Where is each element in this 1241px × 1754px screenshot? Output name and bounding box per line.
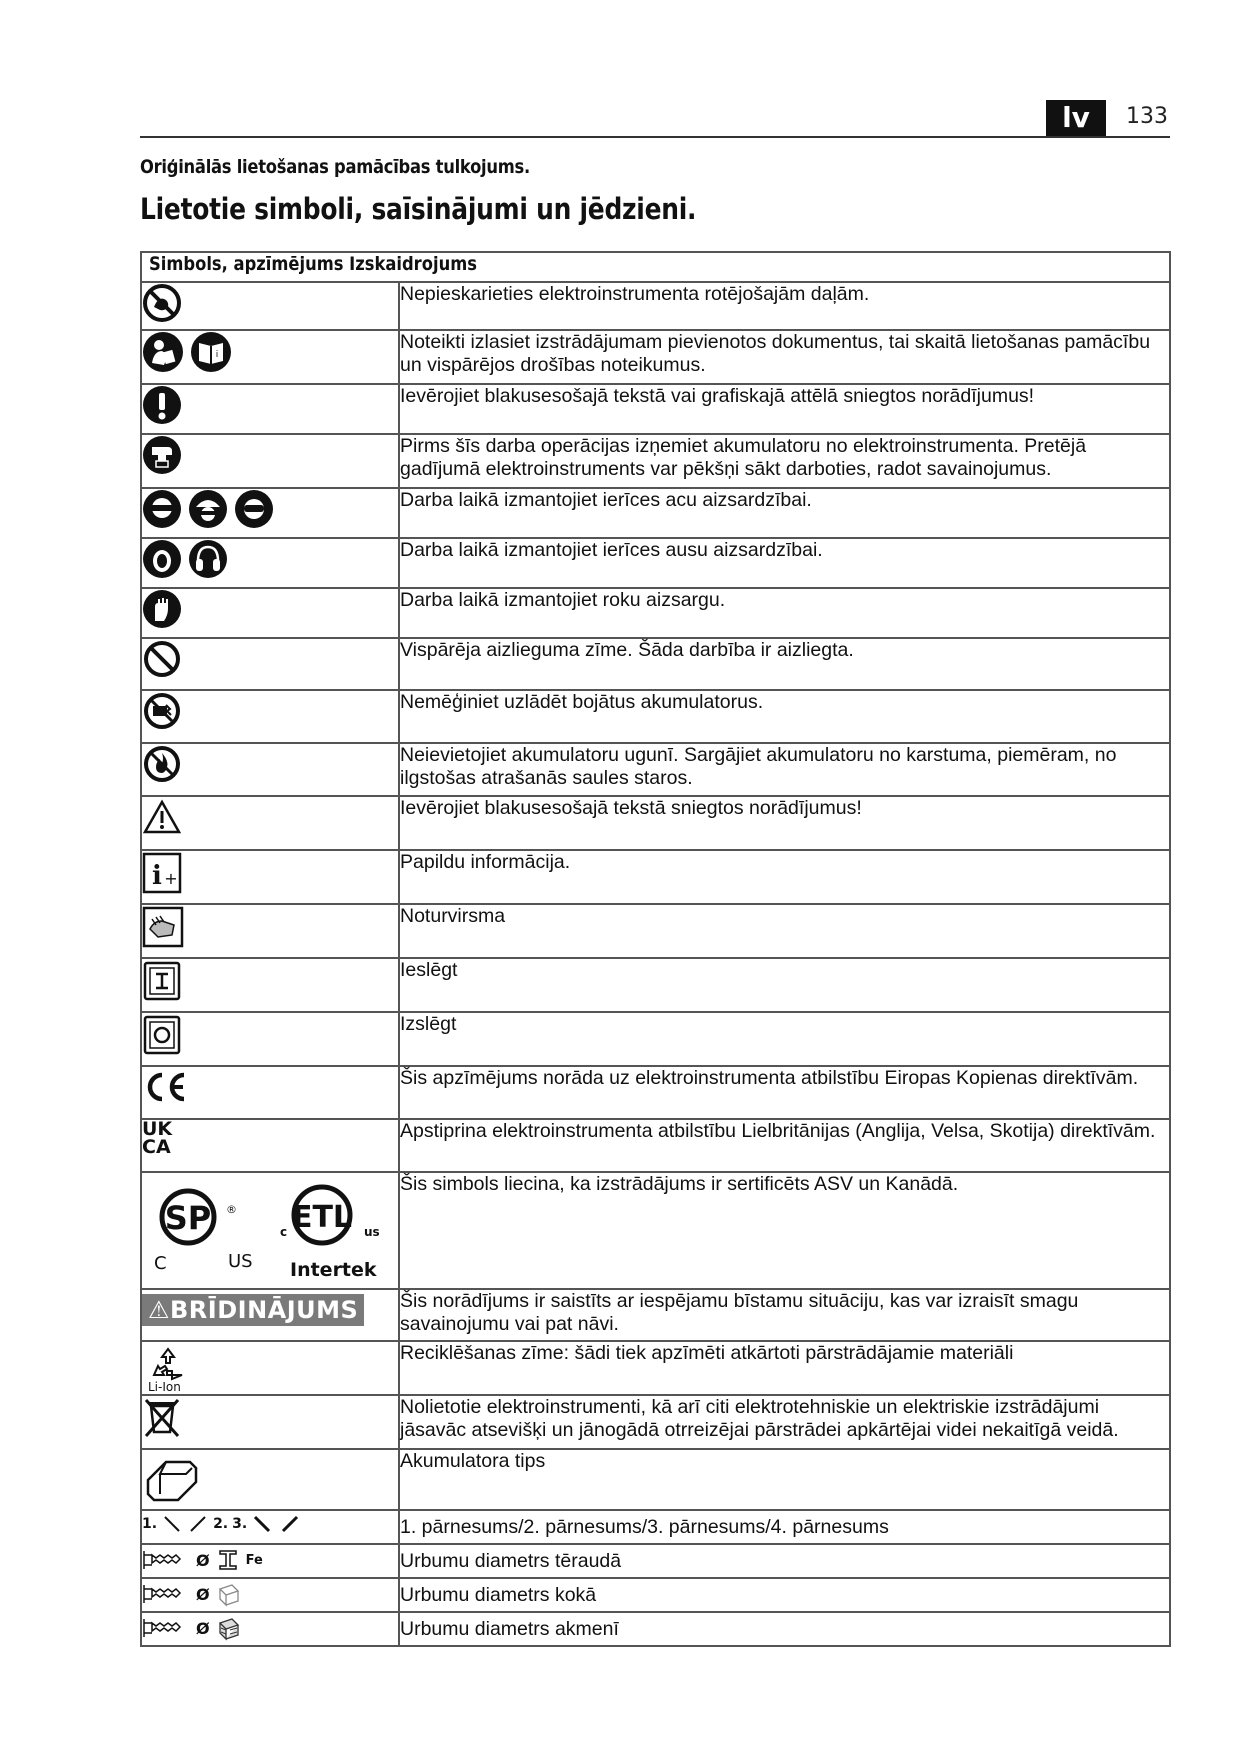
row-text: Neievietojiet akumulatoru ugunī. Sargājiet akumulatoru no karstuma, piemēram, no ilgstošas atrašanās saules staros. bbox=[399, 743, 1170, 796]
svg-text:®: ® bbox=[226, 1203, 237, 1216]
csa-us-label: US bbox=[228, 1251, 253, 1272]
row-text: Šis apzīmējums norāda uz elektroinstrumenta atbilstību Eiropas Kopienas direktīvām. bbox=[399, 1066, 1170, 1119]
remove-battery-icon bbox=[142, 435, 182, 475]
diameter-label: Ø bbox=[196, 1618, 210, 1638]
table-row bbox=[141, 1544, 1170, 1578]
table-row bbox=[141, 1012, 1170, 1066]
table-row bbox=[141, 1578, 1170, 1612]
diameter-label: Ø bbox=[196, 1584, 210, 1604]
row-text: Noteikti izlasiet izstrādājumam pievienotos dokumentus, tai skaitā lietošanas pamācību un vispārējos drošības noteikumus. bbox=[399, 330, 1170, 384]
row-text: Ieslēgt bbox=[399, 958, 1170, 1012]
table-row bbox=[141, 690, 1170, 743]
row-text: Akumulatora tips bbox=[399, 1449, 1170, 1510]
row-text: Apstiprina elektroinstrumenta atbilstību Lielbritānijas (Anglija, Velsa, Skotija) direktīvām. bbox=[399, 1119, 1170, 1172]
csa-mark-icon bbox=[150, 1183, 240, 1263]
warning-banner: ⚠BRĪDINĀJUMS bbox=[142, 1294, 364, 1326]
gear3-slope-icon bbox=[251, 1513, 273, 1535]
gear3-label: 3. bbox=[232, 1516, 248, 1532]
table-row bbox=[141, 958, 1170, 1012]
ukca-ca-text: CA bbox=[142, 1136, 171, 1158]
page-number: 133 bbox=[1126, 104, 1168, 129]
row-text: 1. pārnesums/2. pārnesums/3. pārnesums/4. pārnesums bbox=[399, 1510, 1170, 1544]
warning-triangle-icon bbox=[142, 797, 182, 837]
table-row bbox=[141, 796, 1170, 850]
row-text: Urbumu diametrs tēraudā bbox=[399, 1544, 1170, 1578]
etl-mark-icon bbox=[282, 1181, 362, 1251]
gear1-label: 1. bbox=[142, 1516, 158, 1532]
symbols-table bbox=[140, 251, 1171, 1647]
safety-helmet-icon bbox=[188, 489, 228, 529]
table-row bbox=[141, 850, 1170, 904]
row-text: Ievērojiet blakusesošajā tekstā sniegtos norādījumus! bbox=[399, 796, 1170, 850]
steel-beam-icon bbox=[216, 1547, 240, 1573]
table-row bbox=[141, 1612, 1170, 1646]
table-row bbox=[141, 904, 1170, 958]
gear4-slope-icon bbox=[277, 1513, 303, 1535]
table-row bbox=[141, 1395, 1170, 1449]
language-badge: lv bbox=[1046, 100, 1106, 136]
header-symbol: Simbols, apzīmējums bbox=[149, 253, 344, 275]
page-title: Lietotie simboli, saīsinājumi un jēdzieni. bbox=[140, 192, 697, 226]
row-text: Darba laikā izmantojiet ierīces ausu aizsardzībai. bbox=[399, 538, 1170, 588]
table-row bbox=[141, 538, 1170, 588]
csa-c-label: C bbox=[154, 1253, 167, 1274]
table-row bbox=[141, 1341, 1170, 1395]
gear2-slope-icon bbox=[187, 1513, 209, 1535]
drill-bit-icon bbox=[142, 1547, 190, 1573]
gear1-slope-icon bbox=[161, 1513, 183, 1535]
header-explanation: Izskaidrojums bbox=[349, 253, 477, 275]
intertek-label: Intertek bbox=[290, 1259, 377, 1281]
ear-protection-icon bbox=[142, 539, 182, 579]
table-row bbox=[141, 1289, 1170, 1341]
grip-surface-icon bbox=[142, 905, 184, 949]
switch-off-icon bbox=[142, 1013, 182, 1057]
table-row bbox=[141, 1172, 1170, 1289]
row-text: Urbumu diametrs akmenī bbox=[399, 1612, 1170, 1646]
row-text: Pirms šīs darba operācijas izņemiet akumulatoru no elektroinstrumenta. Pretējā gadījumā elektroinstruments var pēkšņi sākt darboties, radot savainojumus. bbox=[399, 434, 1170, 488]
prohibition-icon bbox=[142, 639, 182, 679]
table-row bbox=[141, 384, 1170, 434]
svg-text:i: i bbox=[152, 861, 162, 891]
row-text: Nemēģiniet uzlādēt bojātus akumulatorus. bbox=[399, 690, 1170, 743]
table-row bbox=[141, 330, 1170, 384]
info-icon bbox=[142, 851, 182, 895]
table-header bbox=[141, 252, 1170, 282]
drill-bit-icon bbox=[142, 1581, 190, 1607]
row-text: Šis simbols liecina, ka izstrādājums ir sertificēts ASV un Kanādā. bbox=[399, 1172, 1170, 1289]
weee-bin-icon bbox=[142, 1396, 182, 1440]
svg-text:+: + bbox=[164, 869, 178, 888]
row-text: Darba laikā izmantojiet ierīces acu aizsardzībai. bbox=[399, 488, 1170, 538]
table-row bbox=[141, 1449, 1170, 1510]
document-subtitle: Oriģinālās lietošanas pamācības tulkojums. bbox=[140, 156, 530, 178]
row-text: Izslēgt bbox=[399, 1012, 1170, 1066]
recycling-icon bbox=[148, 1345, 188, 1381]
no-fire-icon bbox=[142, 744, 182, 784]
table-row bbox=[141, 743, 1170, 796]
header-rule bbox=[140, 136, 1170, 138]
manual-book-icon bbox=[190, 331, 232, 373]
row-text: Reciklēšanas zīme: šādi tiek apzīmēti atkārtoti pārstrādājamie materiāli bbox=[399, 1341, 1170, 1395]
attention-icon bbox=[142, 385, 182, 425]
row-text: Papildu informācija. bbox=[399, 850, 1170, 904]
row-text: Darba laikā izmantojiet roku aizsargu. bbox=[399, 588, 1170, 638]
row-text: Šis norādījums ir saistīts ar iespējamu bīstamu situāciju, kas var izraisīt smagu savainojumu vai pat nāvi. bbox=[399, 1289, 1170, 1341]
stone-brick-icon bbox=[216, 1615, 242, 1641]
hand-protection-icon bbox=[142, 589, 182, 629]
svg-text:i: i bbox=[215, 350, 219, 360]
table-row bbox=[141, 638, 1170, 690]
read-manual-person-icon bbox=[142, 331, 184, 373]
gear2-label: 2. bbox=[213, 1516, 229, 1532]
no-charging-damaged-battery-icon bbox=[142, 691, 182, 731]
svg-text:SP: SP bbox=[164, 1199, 212, 1237]
do-not-touch-rotating-parts-icon bbox=[142, 283, 182, 323]
drill-bit-icon bbox=[142, 1615, 190, 1641]
diameter-label: Ø bbox=[196, 1550, 210, 1570]
table-header-row bbox=[141, 252, 1170, 282]
svg-text:ETL: ETL bbox=[291, 1200, 353, 1235]
row-text: Ievērojiet blakusesošajā tekstā vai grafiskajā attēlā sniegtos norādījumus! bbox=[399, 384, 1170, 434]
fe-label: Fe bbox=[245, 1552, 263, 1568]
etl-us-label: us bbox=[364, 1225, 380, 1239]
battery-type-icon bbox=[142, 1450, 202, 1504]
table-row bbox=[141, 488, 1170, 538]
liion-label: Li-Ion bbox=[148, 1380, 181, 1394]
table-row bbox=[141, 1119, 1170, 1172]
safety-goggles-icon bbox=[234, 489, 274, 529]
row-text: Nepieskarieties elektroinstrumenta rotējošajām daļām. bbox=[399, 282, 1170, 330]
table-row bbox=[141, 1510, 1170, 1544]
row-text: Noturvirsma bbox=[399, 904, 1170, 958]
row-text: Urbumu diametrs kokā bbox=[399, 1578, 1170, 1612]
table-row bbox=[141, 434, 1170, 488]
ukca-uk-text: UK bbox=[142, 1118, 173, 1140]
row-text: Vispārēja aizlieguma zīme. Šāda darbība ir aizliegta. bbox=[399, 638, 1170, 690]
ce-mark-icon bbox=[142, 1067, 188, 1107]
table-row bbox=[141, 282, 1170, 330]
face-shield-icon bbox=[142, 489, 182, 529]
etl-c-label: c bbox=[280, 1225, 288, 1239]
row-text: Nolietotie elektroinstrumenti, kā arī citi elektrotehniskie un elektriskie izstrādājumi jāsavāc atsevišķi un jānogādā otrreizējai pārstrādei apkārtējai videi nekaitīgā veidā. bbox=[399, 1395, 1170, 1449]
earmuffs-icon bbox=[188, 539, 228, 579]
table-row bbox=[141, 1066, 1170, 1119]
wood-icon bbox=[216, 1581, 242, 1607]
switch-on-icon bbox=[142, 959, 182, 1003]
table-row bbox=[141, 588, 1170, 638]
